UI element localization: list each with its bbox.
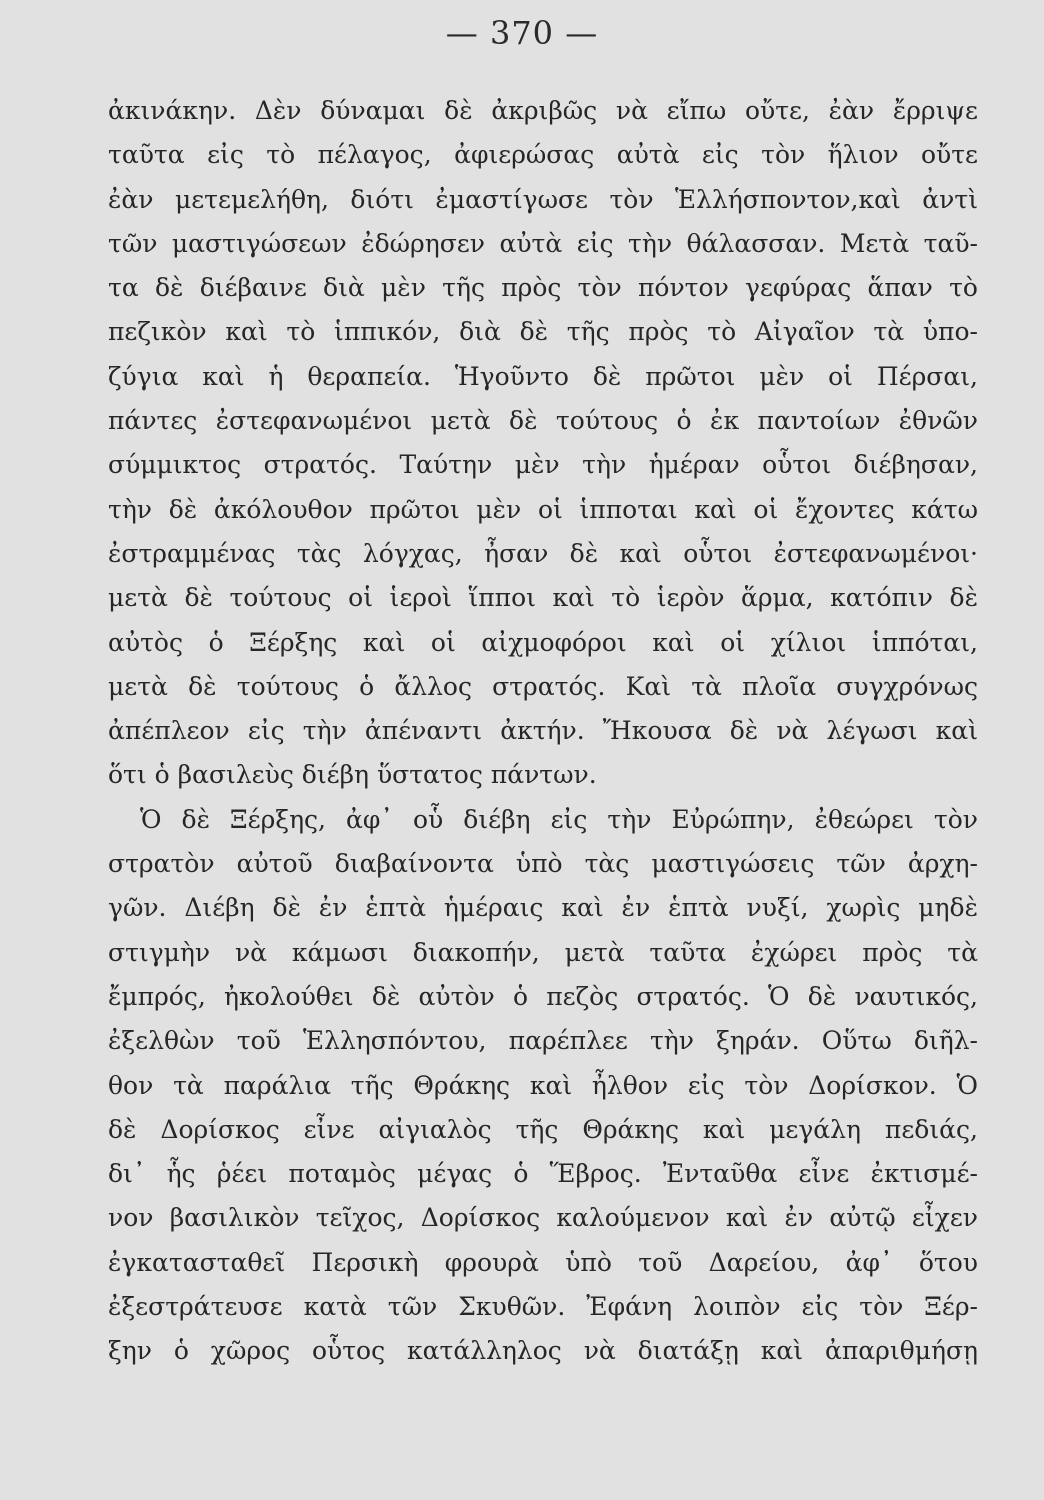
text-line: σύμμικτος στρατός. Ταύτην μὲν τὴν ἡμέραν οὗτοι διέβησαν, (108, 450, 978, 480)
text-line: πάντες ἐστεφανωμένοι μετὰ δὲ τούτους ὁ ἐκ παντοίων ἐθνῶν (108, 406, 978, 436)
text-line: μετὰ δὲ τούτους ὁ ἄλλος στρατός. Καὶ τὰ πλοῖα συγχρόνως (108, 671, 978, 701)
text-line: ἐξεστράτευσε κατὰ τῶν Σκυθῶν. Ἐφάνη λοιπὸν εἰς τὸν Ξέρ- (108, 1292, 978, 1322)
text-line: ἐγκατασταθεῖ Περσικὴ φρουρὰ ὑπὸ τοῦ Δαρείου, ἀφ᾽ ὅτου (108, 1247, 978, 1277)
text-line: μετὰ δὲ τούτους οἱ ἱεροὶ ἵπποι καὶ τὸ ἱερὸν ἅρμα, κατόπιν δὲ (108, 583, 978, 613)
text-line: στρατὸν αὐτοῦ διαβαίνοντα ὑπὸ τὰς μαστιγώσεις τῶν ἀρχη- (108, 849, 978, 879)
text-line: θον τὰ παράλια τῆς Θράκης καὶ ἦλθον εἰς τὸν Δορίσκον. Ὁ (108, 1070, 978, 1100)
text-line: αὐτὸς ὁ Ξέρξης καὶ οἱ αἰχμοφόροι καὶ οἱ χίλιοι ἱππόται, (108, 627, 978, 657)
text-line: ἐὰν μετεμελήθη, διότι ἐμαστίγωσε τὸν Ἑλλήσποντον,καὶ ἀντὶ (108, 184, 978, 214)
text-line: γῶν. Διέβη δὲ ἐν ἑπτὰ ἡμέραις καὶ ἐν ἑπτὰ νυξί, χωρὶς μηδὲ (108, 893, 978, 923)
text-line: ὅτι ὁ βασιλεὺς διέβη ὕστατος πάντων. (108, 760, 597, 790)
page-number-header: — 370 — (445, 14, 599, 52)
text-line: δι᾽ ἧς ῥέει ποταμὸς μέγας ὁ Ἕβρος. Ἐνταῦθα εἶνε ἐκτισμέ- (108, 1159, 978, 1189)
body-text (108, 89, 978, 1374)
text-line: ἐξελθὼν τοῦ Ἑλλησπόντου, παρέπλεε τὴν ξηράν. Οὕτω διῆλ- (108, 1026, 978, 1056)
text-line: ἔμπρός, ἠκολούθει δὲ αὐτὸν ὁ πεζὸς στρατός. Ὁ δὲ ναυτικός, (108, 981, 978, 1011)
text-line: ζύγια καὶ ἡ θεραπεία. Ἡγοῦντο δὲ πρῶτοι μὲν οἱ Πέρσαι, (108, 361, 978, 391)
text-line: ἐστραμμένας τὰς λόγχας, ἦσαν δὲ καὶ οὗτοι ἐστεφανωμένοι· (108, 538, 978, 568)
text-line: τα δὲ διέβαινε διὰ μὲν τῆς πρὸς τὸν πόντον γεφύρας ἅπαν τὸ (108, 273, 978, 303)
text-line: νον βασιλικὸν τεῖχος, Δορίσκος καλούμενον καὶ ἐν αὐτῷ εἶχεν (108, 1203, 978, 1233)
text-line: τῶν μαστιγώσεων ἐδώρησεν αὐτὰ εἰς τὴν θάλασσαν. Μετὰ ταῦ- (108, 228, 978, 258)
text-line: δὲ Δορίσκος εἶνε αἰγιαλὸς τῆς Θράκης καὶ μεγάλη πεδιάς, (108, 1114, 978, 1144)
text-line: τὴν δὲ ἀκόλουθον πρῶτοι μὲν οἱ ἱπποται καὶ οἱ ἔχοντες κάτω (108, 494, 978, 524)
text-line: ἀπέπλεον εἰς τὴν ἀπέναντι ἀκτήν. Ἤκουσα δὲ νὰ λέγωσι καὶ (108, 716, 978, 746)
text-line: πεζικὸν καὶ τὸ ἱππικόν, διὰ δὲ τῆς πρὸς τὸ Αἰγαῖον τὰ ὑπο- (108, 317, 978, 347)
text-line: στιγμὴν νὰ κάμωσι διακοπήν, μετὰ ταῦτα ἐχώρει πρὸς τὰ (108, 937, 978, 967)
text-line: Ὁ δὲ Ξέρξης, ἀφ᾽ οὗ διέβη εἰς τὴν Εὐρώπην, ἐθεώρει τὸν (140, 804, 978, 834)
text-line: ταῦτα εἰς τὸ πέλαγος, ἀφιερώσας αὐτὰ εἰς τὸν ἥλιον οὔτε (108, 140, 978, 170)
text-line: ἀκινάκην. Δὲν δύναμαι δὲ ἀκριβῶς νὰ εἴπω οὔτε, ἐὰν ἔρριψε (108, 96, 978, 125)
text-line: ξην ὁ χῶρος οὗτος κατάλληλος νὰ διατάξῃ καὶ ἀπαριθμήσῃ (108, 1336, 978, 1366)
